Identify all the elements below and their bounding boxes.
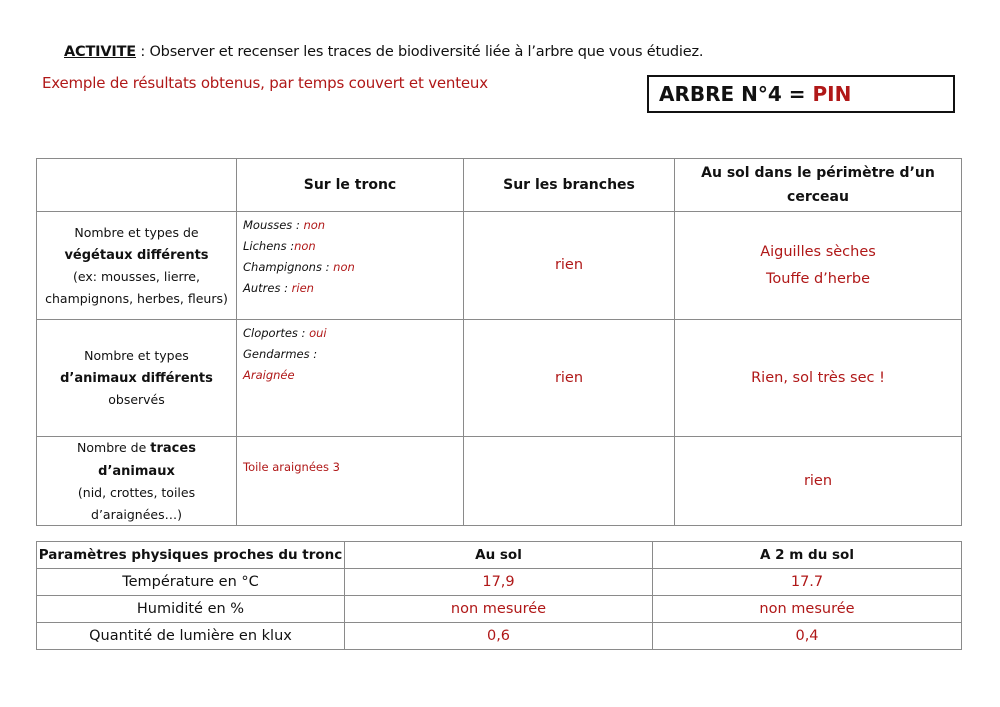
tree-name: PIN xyxy=(812,82,852,106)
params-header-param: Paramètres physiques proches du tronc xyxy=(37,542,345,569)
table-row xyxy=(37,596,962,623)
branches-traces-cell xyxy=(464,437,675,526)
trunk-traces-cell: Toile araignées 3 xyxy=(237,437,464,526)
table-header-row xyxy=(37,159,962,212)
param-label: Quantité de lumière en klux xyxy=(37,623,345,650)
param-ground-value: 0,6 xyxy=(345,623,653,650)
branches-plants-cell: rien xyxy=(464,212,675,320)
table-row xyxy=(37,623,962,650)
param-ground-value: non mesurée xyxy=(345,596,653,623)
param-ground-value: 17,9 xyxy=(345,569,653,596)
trunk-animals-cell: Cloportes : oui Gendarmes : Araignée xyxy=(237,320,464,437)
example-caption: Exemple de résultats obtenus, par temps couvert et venteux xyxy=(42,74,488,92)
ground-animals-cell: Rien, sol très sec ! xyxy=(675,320,962,437)
activity-instruction xyxy=(64,44,703,60)
table-row xyxy=(37,437,962,526)
row-label-plants: Nombre et types de végétaux différents (ex: mousses, lierre, champignons, herbes, fleurs) xyxy=(37,212,237,320)
biodiversity-table xyxy=(36,158,962,526)
param-2m-value: non mesurée xyxy=(653,596,962,623)
param-2m-value: 0,4 xyxy=(653,623,962,650)
table-row xyxy=(37,212,962,320)
params-header-2m: A 2 m du sol xyxy=(653,542,962,569)
activity-text: : Observer et recenser les traces de biodiversité liée à l’arbre que vous étudiez. xyxy=(135,44,704,60)
col-header-ground: Au sol dans le périmètre d’un cerceau xyxy=(675,159,962,212)
ground-plants-cell: Aiguilles sèches Touffe d’herbe xyxy=(675,212,962,320)
tree-prefix: ARBRE N°4 = xyxy=(659,82,813,106)
param-label: Température en °C xyxy=(37,569,345,596)
col-header-trunk: Sur le tronc xyxy=(237,159,464,212)
table-row xyxy=(37,569,962,596)
activity-label: ACTIVITE xyxy=(64,44,136,60)
param-2m-value: 17.7 xyxy=(653,569,962,596)
corner-cell xyxy=(37,159,237,212)
row-label-animals: Nombre et types d’animaux différents observés xyxy=(37,320,237,437)
physical-parameters-table xyxy=(36,541,962,650)
table-row xyxy=(37,320,962,437)
param-label: Humidité en % xyxy=(37,596,345,623)
trunk-plants-cell: Mousses : non Lichens :non Champignons : non Autres : rien xyxy=(237,212,464,320)
params-header-row xyxy=(37,542,962,569)
row-label-traces: Nombre de traces d’animaux (nid, crottes, toiles d’araignées…) xyxy=(37,437,237,526)
params-header-ground: Au sol xyxy=(345,542,653,569)
tree-title-box xyxy=(647,75,955,113)
ground-traces-cell: rien xyxy=(675,437,962,526)
branches-animals-cell: rien xyxy=(464,320,675,437)
col-header-branches: Sur les branches xyxy=(464,159,675,212)
